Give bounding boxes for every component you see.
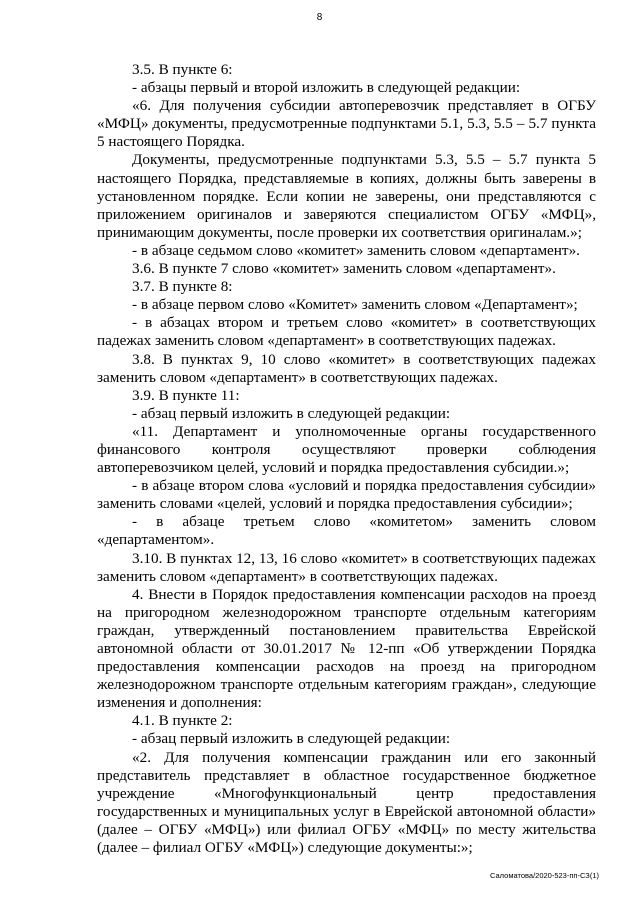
paragraph: «2. Для получения компенсации гражданин или его законный представитель представляет в областное государственное бюджетное учреждение «Многофункциональный центр предоставления государственных и муниципальных услуг в Еврейской автономной области» (далее – ОГБУ «МФЦ») или филиал ОГБУ «МФЦ» по месту жительства (далее – филиал ОГБУ «МФЦ») следующие документы:»; xyxy=(97,748,596,857)
paragraph: - в абзаце первом слово «Комитет» заменить словом «Департамент»; xyxy=(132,296,578,314)
page-number: 8 xyxy=(316,12,323,23)
paragraph: 4.1. В пункте 2: xyxy=(132,712,233,730)
paragraph: - абзац первый изложить в следующей редакции: xyxy=(132,404,451,422)
paragraph: - в абзаце третьем слово «комитетом» заменить словом «департаментом». xyxy=(97,513,596,549)
paragraph: «6. Для получения субсидии автоперевозчик представляет в ОГБУ «МФЦ» документы, предусмотренные подпунктами 5.1, 5.3, 5.5 – 5.7 пункта 5 настоящего Порядка. xyxy=(97,97,596,151)
paragraph: 3.7. В пункте 8: xyxy=(132,278,233,296)
paragraph: «11. Департамент и уполномоченные органы государственного финансового контроля осуществляют проверки соблюдения автоперевозчиком целей, условий и порядка предоставления субсидии.»; xyxy=(97,422,596,477)
paragraph: - в абзаце седьмом слово «комитет» заменить словом «департамент». xyxy=(132,241,580,259)
document-code: Саломатова/2020-523-пп-СЗ(1) xyxy=(490,871,599,880)
paragraph: Документы, предусмотренные подпунктами 5.3, 5.5 – 5.7 пункта 5 настоящего Порядка, представляемые в копиях, должны быть заверены в установленном порядке. Если копии не заверены, они представляются с приложением оригиналов и заверяются специалистом ОГБУ «МФЦ», принимающим документы, после проверки их соответствия оригиналам.»; xyxy=(97,151,596,241)
paragraph: 3.10. В пунктах 12, 13, 16 слово «комитет» в соответствующих падежах заменить словом «департамент» в соответствующих падежах. xyxy=(97,549,596,585)
paragraph: 3.8. В пунктах 9, 10 слово «комитет» в соответствующих падежах заменить словом «департамент» в соответствующих падежах. xyxy=(97,350,596,386)
paragraph: - абзацы первый и второй изложить в следующей редакции: xyxy=(132,79,521,97)
paragraph: 3.5. В пункте 6: xyxy=(132,61,233,78)
paragraph: 4. Внести в Порядок предоставления компенсации расходов на проезд на пригородном железнодорожном транспорте отдельным категориям граждан, утвержденный постановлением правительства Еврейской автономной области от 30.01.2017 № 12-пп «Об утверждении Порядка предоставления компенсации расходов на проезд на пригородном железнодорожном транспорте отдельным категориям граждан», следующие изменения и дополнения: xyxy=(97,585,596,712)
paragraph: 3.9. В пункте 11: xyxy=(132,386,240,404)
document-body xyxy=(97,61,596,857)
paragraph: 3.6. В пункте 7 слово «комитет» заменить словом «департамент». xyxy=(132,260,556,278)
paragraph: - в абзацах втором и третьем слово «комитет» в соответствующих падежах заменить словом «департамент» в соответствующих падежах. xyxy=(97,314,596,350)
paragraph: - в абзаце втором слова «условий и порядка предоставления субсидии» заменить словами «целей, условий и порядка предоставления субсидии»; xyxy=(97,477,596,513)
paragraph: - абзац первый изложить в следующей редакции: xyxy=(132,730,451,748)
